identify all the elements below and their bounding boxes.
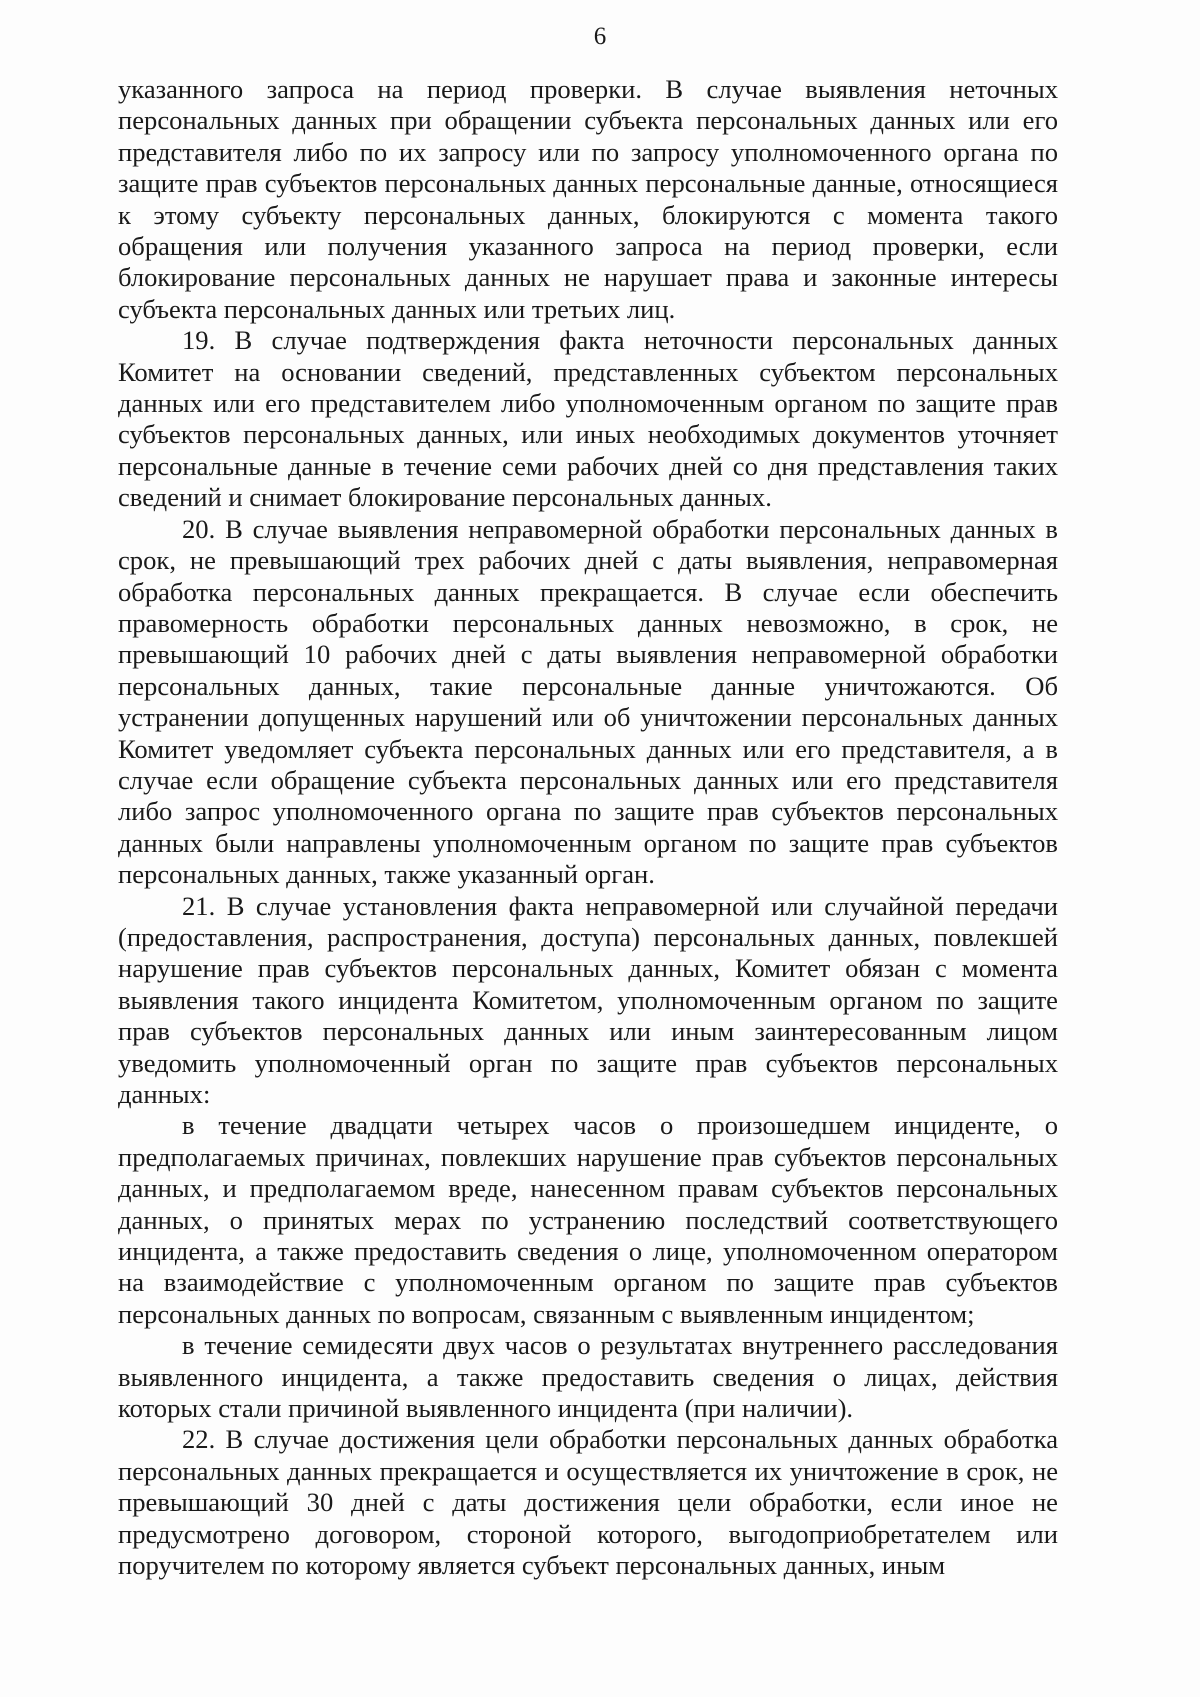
document-body	[118, 74, 1058, 1582]
paragraph-21-item-72-hours: в течение семидесяти двух часов о результатах внутреннего расследования выявленного инцидента, а также предоставить сведения о лицах, действия которых стали причиной выявленного инцидента (при наличии).	[118, 1330, 1058, 1424]
paragraph-22: 22. В случае достижения цели обработки персональных данных обработка персональных данных прекращается и осуществляется их уничтожение в срок, не превышающий 30 дней с даты достижения цели обработки, если иное не предусмотрено договором, стороной которого, выгодоприобретателем или поручителем по которому является субъект персональных данных, иным	[118, 1424, 1058, 1581]
paragraph-20: 20. В случае выявления неправомерной обработки персональных данных в срок, не превышающий трех рабочих дней с даты выявления, неправомерная обработка персональных данных прекращается. В случае если обеспечить правомерность обработки персональных данных невозможно, в срок, не превышающий 10 рабочих дней с даты выявления неправомерной обработки персональных данных, такие персональные данные уничтожаются. Об устранении допущенных нарушений или об уничтожении персональных данных Комитет уведомляет субъекта персональных данных или его представителя, а в случае если обращение субъекта персональных данных или его представителя либо запрос уполномоченного органа по защите прав субъектов персональных данных были направлены уполномоченным органом по защите прав субъектов персональных данных, также указанный орган.	[118, 513, 1058, 890]
page-number: 6	[593, 23, 607, 50]
paragraph-19: 19. В случае подтверждения факта неточности персональных данных Комитет на основании сведений, представленных субъектом персональных данных или его представителем либо уполномоченным органом по защите прав субъектов персональных данных, или иных необходимых документов уточняет персональные данные в течение семи рабочих дней со дня представления таких сведений и снимает блокирование персональных данных.	[118, 325, 1058, 513]
paragraph-continuation: указанного запроса на период проверки. В случае выявления неточных персональных данных при обращении субъекта персональных данных или его представителя либо по их запросу или по запросу уполномоченного органа по защите прав субъектов персональных данных персональные данные, относящиеся к этому субъекту персональных данных, блокируются с момента такого обращения или получения указанного запроса на период проверки, если блокирование персональных данных не нарушает права и законные интересы субъекта персональных данных или третьих лиц.	[118, 74, 1058, 324]
paragraph-21: 21. В случае установления факта неправомерной или случайной передачи (предоставления, распространения, доступа) персональных данных, повлекшей нарушение прав субъектов персональных данных, Комитет обязан с момента выявления такого инцидента Комитетом, уполномоченным органом по защите прав субъектов персональных данных или иным заинтересованным лицом уведомить уполномоченный орган по защите прав субъектов персональных данных:	[118, 890, 1058, 1109]
paragraph-21-item-24-hours: в течение двадцати четырех часов о произошедшем инциденте, о предполагаемых причинах, повлекших нарушение прав субъектов персональных данных, и предполагаемом вреде, нанесенном правам субъектов персональных данных, о принятых мерах по устранению последствий соответствующего инцидента, а также предоставить сведения о лице, уполномоченном оператором на взаимодействие с уполномоченным органом по защите прав субъектов персональных данных по вопросам, связанным с выявленным инцидентом;	[118, 1110, 1058, 1329]
